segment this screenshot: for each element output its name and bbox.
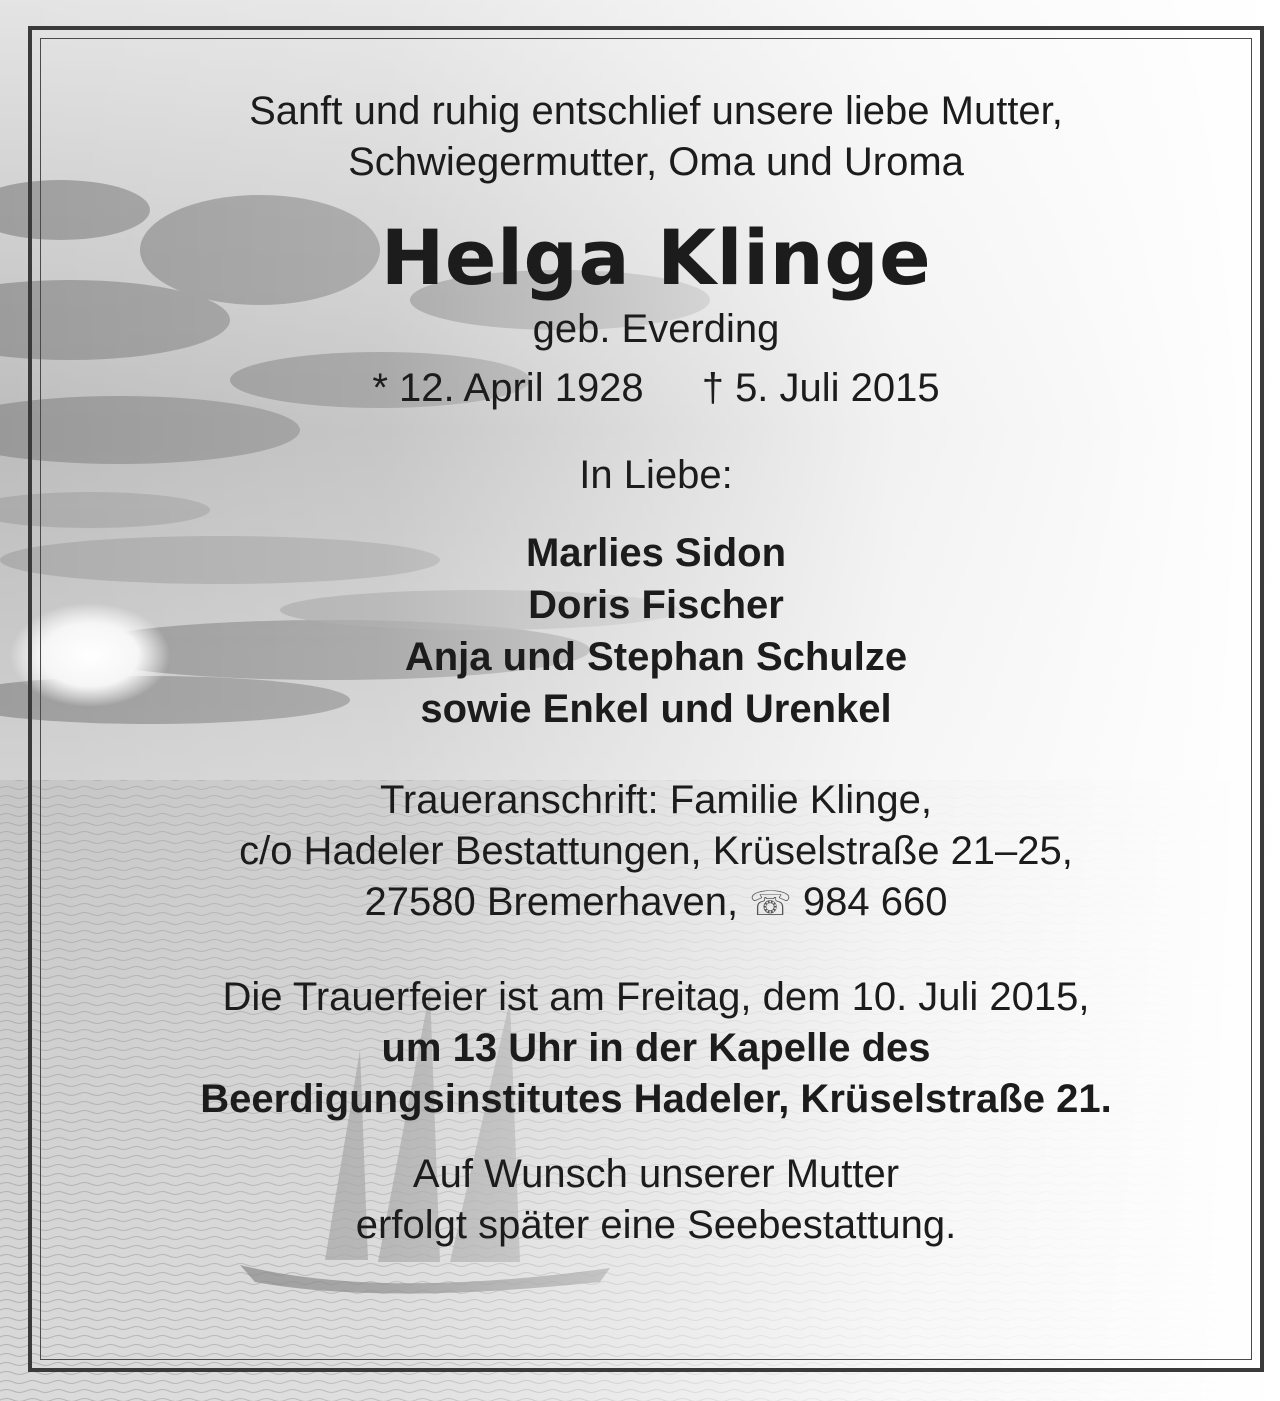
mourner-name: Marlies Sidon: [525, 531, 787, 575]
birth-symbol: *: [372, 366, 388, 410]
funeral-service-info: [60, 972, 1252, 1125]
maiden-name: geb. Everding: [532, 307, 780, 351]
mourners-list: [60, 527, 1252, 735]
address-line-1: Traueranschrift: Familie Klinge,: [379, 778, 933, 822]
telephone-icon: ☏: [749, 884, 792, 924]
mourner-name: Doris Fischer: [528, 583, 784, 627]
obituary-text: [60, 86, 1252, 1251]
intro-line-1: Sanft und ruhig entschlief unsere liebe Mutter,: [249, 89, 1063, 133]
sea-burial-note: [60, 1149, 1252, 1251]
address-line-3: [60, 877, 1252, 930]
wish-line-2: erfolgt später eine Seebestattung.: [355, 1203, 957, 1247]
wish-line-1: Auf Wunsch unserer Mutter: [412, 1152, 900, 1196]
address-city: 27580 Bremerhaven,: [364, 880, 739, 924]
service-line-3: Beerdigungsinstitutes Hadeler, Krüselstraße 21.: [200, 1077, 1112, 1121]
service-line-2: um 13 Uhr in der Kapelle des: [381, 1026, 931, 1070]
mourning-address: [60, 775, 1252, 930]
intro-line-2: Schwiegermutter, Oma und Uroma: [348, 140, 964, 184]
death-cross-symbol: †: [701, 366, 724, 410]
life-dates: [60, 363, 1252, 414]
birth-date: 12. April 1928: [399, 366, 644, 410]
mourner-name: sowie Enkel und Urenkel: [420, 687, 892, 731]
phone-number: 984 660: [802, 880, 948, 924]
deceased-name: Helga Klinge: [380, 213, 932, 302]
intro-text: [60, 86, 1252, 188]
in-liebe-heading: In Liebe:: [579, 453, 733, 497]
death-date: 5. Juli 2015: [735, 366, 940, 410]
mourner-name: Anja und Stephan Schulze: [404, 635, 908, 679]
address-line-2: c/o Hadeler Bestattungen, Krüselstraße 21–25,: [239, 829, 1073, 873]
service-line-1: Die Trauerfeier ist am Freitag, dem 10. Juli 2015,: [222, 975, 1090, 1019]
